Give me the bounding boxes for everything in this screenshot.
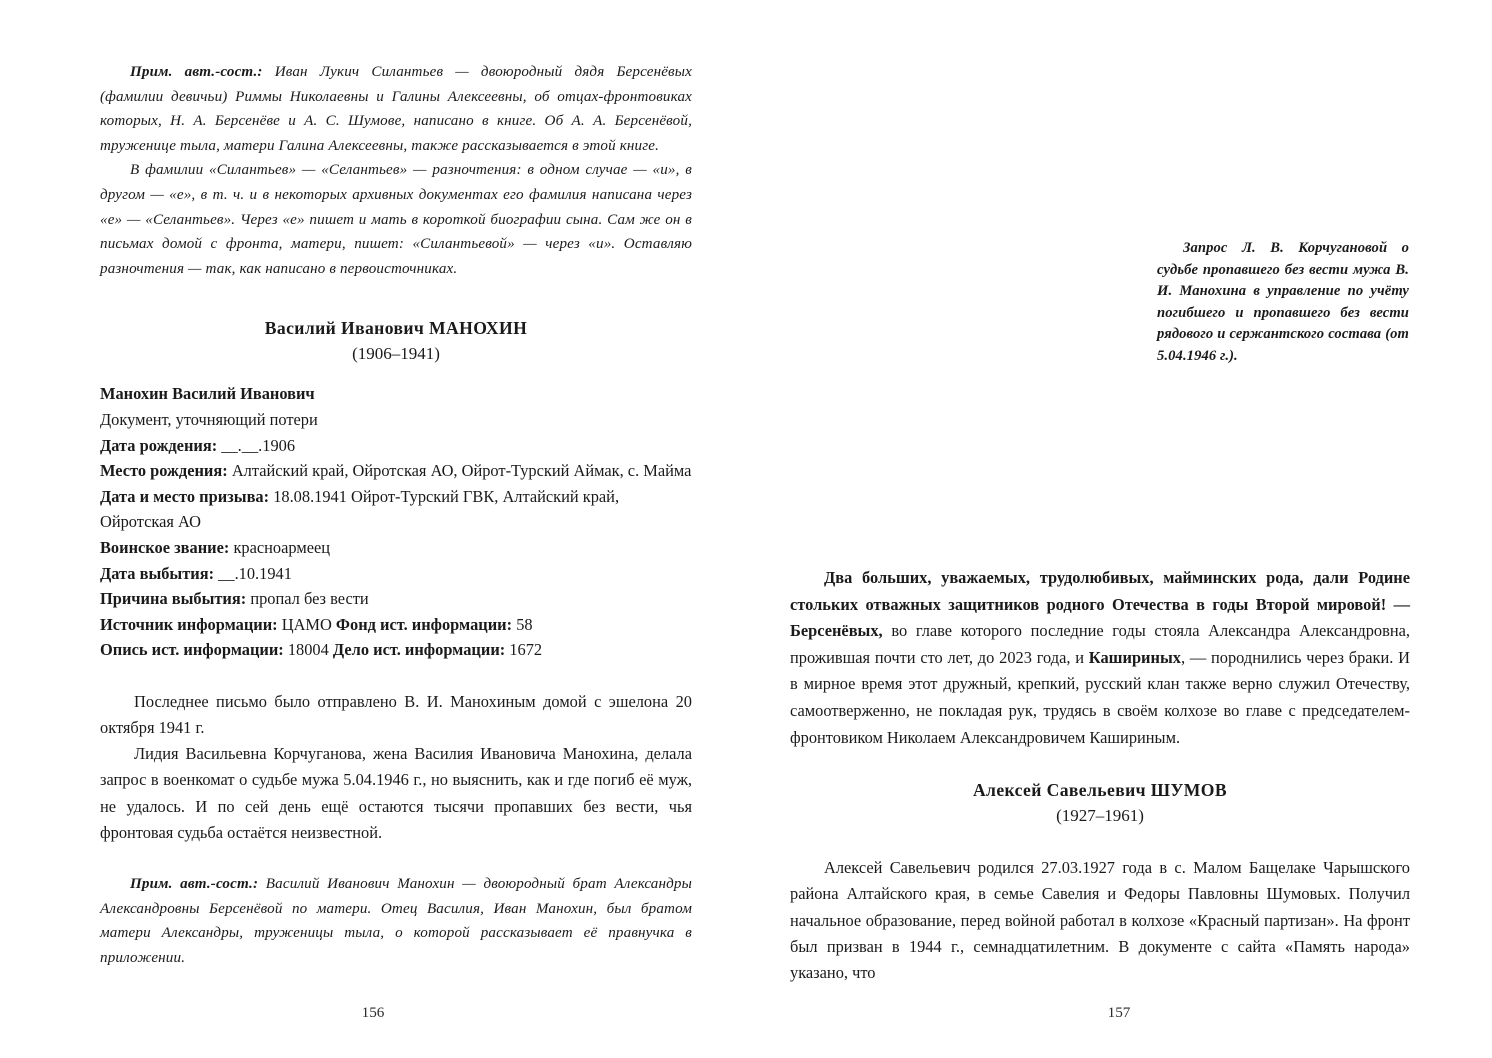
author-note-bottom [100,872,692,970]
person-name-shumov: Алексей Савельевич ШУМОВ [972,780,1228,801]
spacer-before-person-heading [100,281,692,315]
record-row-rank [100,535,692,561]
person-name-manohin: Василий Иванович МАНОХИН [264,318,528,339]
page-number-left: 156 [361,1004,385,1021]
record-value-loss-reason: пропал без вести [250,589,369,609]
spacer-before-note-bottom [100,846,692,872]
page-number-right: 157 [1107,1004,1131,1021]
record-value-case: 1672 [505,640,543,660]
record-value-draft: 18.08.1941 Ойрот-Турский ГВК, Алтайский край, Ойротская АО [100,486,620,532]
record-row-inventory [100,637,692,663]
record-value-loss-date: __.10.1941 [218,563,292,583]
right-body-paragraph-1: Алексей Савельевич родился 27.03.1927 года в с. Малом Бащелаке Чарышского района Алтайского края, в семье Савелия и Федоры Павловны Шумовых. Получил начальное образование, перед войной работал в колхозе «Красный партизан». На фронт был призван в 1944 г., семнадцатилетним. В документе с сайта «Память народа» указано, что [790,858,1410,982]
record-row-loss-reason [100,586,692,612]
record-row-birth-date [100,433,692,459]
record-value-inventory: 18004 [283,640,333,660]
record-key-source: Источник информации: [100,614,278,634]
left-body-paragraph-2: Лидия Васильевна Корчуганова, жена Василия Ивановича Манохина, делала запрос в военкомат о судьбе мужа 5.04.1946 г., но выяснить, как и где погиб её муж, не удалось. И по сей день ещё остаются тысячи пропавших без вести, чья фронтовая судьба остаётся неизвестной. [100,744,692,842]
spacer-before-record [100,367,692,381]
record-key-draft: Дата и место призыва: [100,486,270,506]
record-row-draft [100,484,692,535]
record-doc-type: Документ, уточняющий потери [100,409,318,429]
record-value-rank: красноармеец [233,537,331,557]
record-key-loss-reason: Причина выбытия: [100,589,247,609]
author-note-bottom-text: Василий Иванович Манохин — двоюродный брат Александры Александровны Берсенёвой по матери. Отец Василия, Иван Манохин, был братом матери Александры, труженицы тыла, о которой рассказывает её правнучка в приложении. [100,876,692,966]
lead-mid-part-1: во главе которого последние годы стояла Александра Александровна, прожившая почти сто лет, до 2023 года, и [790,621,1410,667]
spacer-before-body [100,663,692,689]
record-value-source: ЦАМО [277,614,336,634]
left-body-paragraph-1: Последнее письмо было отправлено В. И. Манохиным домой с эшелона 20 октября 1941 г. [100,691,692,738]
record-row-source [100,612,692,638]
person-years-manohin: (1906–1941) [352,344,440,364]
author-note-bottom-label: Прим. авт.-сост.: [130,876,259,893]
author-note-label: Прим. авт.-сост.: [130,64,263,80]
scan-caption: Запрос Л. В. Корчугановой о судьбе пропавшего без вести мужа В. И. Манохина в управление по учёту погибшего и пропавшего без вести рядового и сержантского состава (от 5.04.1946 г.). [1157,240,1409,364]
person-years-shumov: (1927–1961) [1056,806,1144,826]
right-text-column [790,565,1410,986]
lead-bold-part-1: Два больших, уважаемых, трудолюбивых, майминских рода, дали Родине стольких отважных защитников родного Отечества в годы Второй мировой! — Берсенёвых, [790,568,1410,641]
lead-mid-part-2: , — породнились через браки. И в мирное время этот дружный, крепкий, русский клан также верно служил Отечеству, самоотверженно, не покладая рук, трудясь в своём колхозе во главе с председателем-фронтовиком Николаем Александровичем Кашириным. [790,647,1410,747]
record-key-case: Дело ист. информации: [332,640,506,660]
spacer-before-right-body [790,829,1410,855]
left-text-column [100,60,692,970]
right-lead-paragraph [790,565,1410,751]
record-key-birth-place: Место рождения: [100,461,228,481]
record-full-name: Манохин Василий Иванович [100,384,315,404]
spacer-before-shumov-heading [790,751,1410,777]
record-row-loss-date [100,561,692,587]
page-right [746,0,1492,1058]
lead-bold-part-2: Кашириных [1088,647,1181,667]
loss-record-card [100,381,692,663]
record-row-birth-place [100,458,692,484]
record-key-rank: Воинское звание: [100,537,230,557]
author-note-top-paragraph-2: В фамилии «Силантьев» — «Селантьев» — разночтения: в одном случае — «и», в другом — «е», в т. ч. и в некоторых архивных документах его фамилия написана через «е» — «Селантьев». Через «е» пишет и мать в короткой биографии сына. Сам же он в письмах домой с фронта, матери, пишет: «Силантьевой» — через «и». Оставляю разночтения — так, как написано в первоисточниках. [100,162,692,277]
author-note-top-text-1: Иван Лукич Силантьев — двоюродный дядя Берсенёвых (фамилии девичьи) Риммы Николаевны и Галины Алексеевны, об отцах-фронтовиках которых, Н. А. Берсенёве и А. С. Шумове, написано в книге. Об А. А. Берсенёвой, труженице тыла, матери Галина Алексеевны, также рассказывается в этой книге. [100,64,692,154]
record-key-inventory: Опись ист. информации: [100,640,284,660]
record-key-fund: Фонд ист. информации: [335,614,513,634]
record-value-birth-place: Алтайский край, Ойротская АО, Ойрот-Турский Аймак, с. Майма [231,461,692,481]
author-note-top [100,60,692,281]
record-value-fund: 58 [512,614,533,634]
record-key-birth-date: Дата рождения: [100,435,218,455]
record-value-birth-date: __.__.1906 [221,435,296,455]
record-key-loss-date: Дата выбытия: [100,563,215,583]
author-note-top-paragraph-1 [100,60,692,158]
